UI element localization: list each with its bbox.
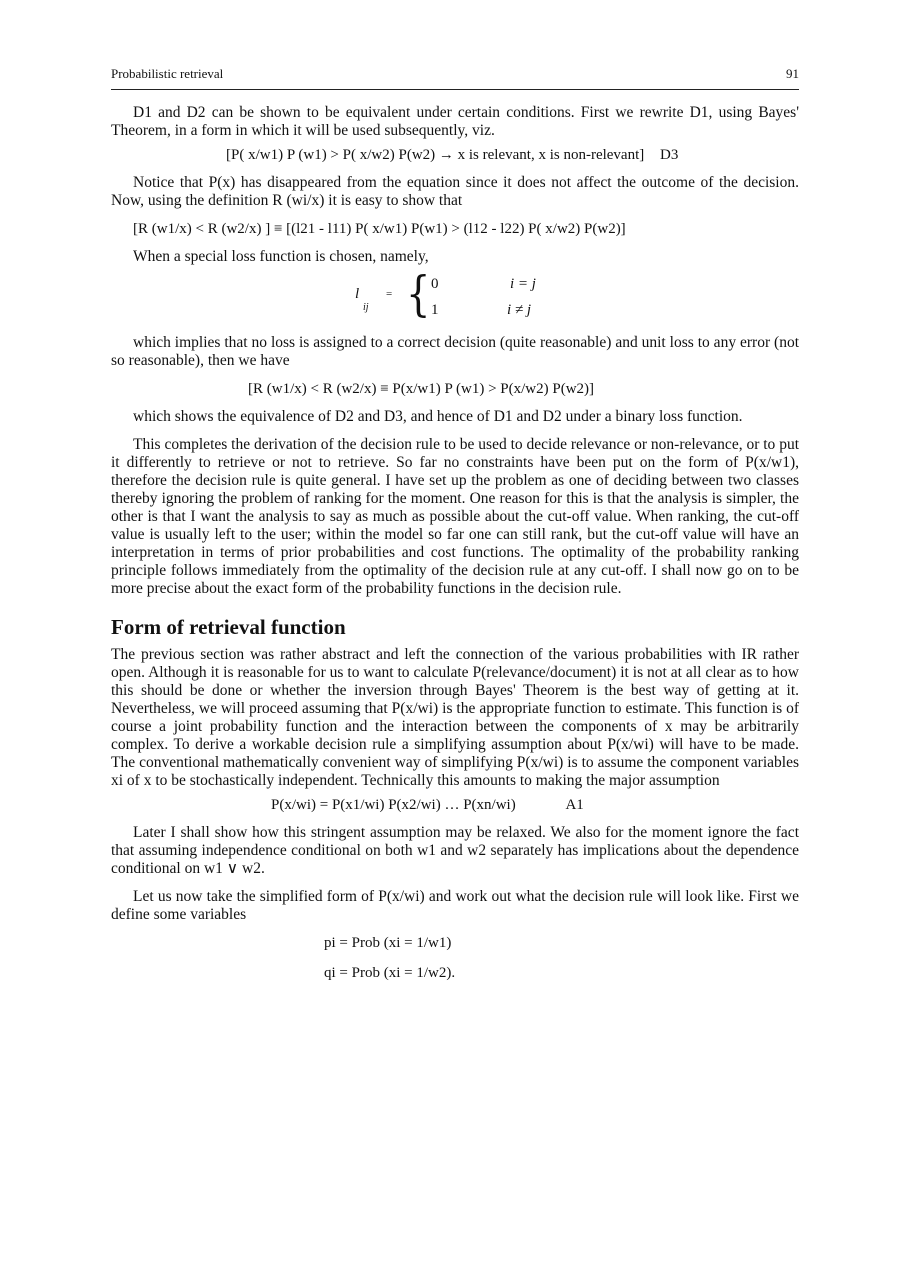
body-text xyxy=(111,104,799,982)
equation-a1-label: A1 xyxy=(565,797,584,813)
loss-symbol: l xyxy=(355,286,360,302)
paragraph-6: This completes the derivation of the decision rule to be used to decide relevance or non-relevance, or to put it differently to retrieve or not to retrieve. So far no constraints have been put on the form of P(x/w1), therefore the decision rule is quite general. I have set up the problem as one of deciding between two classes thereby ignoring the problem of ranking for the moment. One reason for this is that the analysis is simpler, the other is that I want the analysis to say as much as possible about the cut-off value. When ranking, the cut-off value is usually left to the user; within the model so far one can still rank, but the cut-off value will have an interpretation in terms of prior probabilities and cost functions. The optimality of the probability ranking principle follows immediately from the optimality of the decision rule at any cut-off. I shall now go on to be more precise about the exact form of the probability functions in the decision rule. xyxy=(111,436,799,597)
equation-d3-label: D3 xyxy=(660,147,679,163)
equation-a1-body: P(x/wi) = P(x1/wi) P(x2/wi) … P(xn/wi) xyxy=(271,797,516,813)
paragraph-1: D1 and D2 can be shown to be equivalent under certain conditions. First we rewrite D1, using Bayes' Theorem, in a form in which it will be used subsequently, viz. xyxy=(111,104,799,139)
case-1-value: 1 xyxy=(431,302,439,318)
running-title: Probabilistic retrieval xyxy=(111,66,224,81)
paragraph-9: Let us now take the simplified form of P(x/wi) and work out what the decision rule will look like. First we define some variables xyxy=(111,888,799,923)
case-1-condition: i ≠ j xyxy=(507,302,532,318)
page-number: 91 xyxy=(786,66,799,81)
equation-d3-body: [P( x/w1) P (w1) > P( x/w2) P(w2) → x is relevant, x is non-relevant] xyxy=(226,147,645,163)
loss-equals: = xyxy=(386,288,393,300)
equation-q-definition: qi = Prob (xi = 1/w2). xyxy=(324,965,456,981)
left-brace: { xyxy=(406,266,431,322)
equation-binary-loss: [R (w1/x) < R (w2/x) ≡ P(x/w1) P (w1) > P(x/w2) P(w2)] xyxy=(248,381,595,397)
case-0-value: 0 xyxy=(431,276,439,292)
loss-subscript: ij xyxy=(363,302,369,313)
paragraph-4: which implies that no loss is assigned to a correct decision (quite reasonable) and unit loss to any error (not so reasonable), then we have xyxy=(111,334,799,369)
section-heading: Form of retrieval function xyxy=(111,615,346,639)
equation-p-definition: pi = Prob (xi = 1/w1) xyxy=(324,935,452,951)
loss-function-definition xyxy=(111,266,799,324)
equation-a1 xyxy=(111,796,799,814)
paragraph-3: When a special loss function is chosen, namely, xyxy=(133,248,429,265)
paragraph-7: The previous section was rather abstract and left the connection of the various probabilities with IR rather open. Although it is reasonable for us to want to calculate P(relevance/document) it is not at all clear as to how this should be done or whether the inversion through Bayes' Theorem is the best way of getting at it. Nevertheless, we will proceed assuming that P(x/wi) is the appropriate function to estimate. This function is of course a joint probability function and the interaction between the components of x may be arbitrarily complex. To derive a workable decision rule a simplifying assumption about P(x/wi) will have to be made. The conventional mathematically convenient way of simplifying P(x/wi) is to assume the component variables xi of x to be stochastically independent. Technically this amounts to making the major assumption xyxy=(111,646,799,789)
case-0-condition: i = j xyxy=(510,276,536,292)
paragraph-5: which shows the equivalence of D2 and D3, and hence of D1 and D2 under a binary loss function. xyxy=(133,408,743,425)
paragraph-2: Notice that P(x) has disappeared from the equation since it does not affect the outcome of the decision. Now, using the definition R (wi/x) it is easy to show that xyxy=(111,174,799,209)
header-rule xyxy=(111,89,799,90)
equation-d3 xyxy=(111,146,799,164)
running-header xyxy=(111,66,799,84)
paragraph-8: Later I shall show how this stringent assumption may be relaxed. We also for the moment ignore the fact that assuming independence conditional on both w1 and w2 separately has implications about the dependence conditional on w1 ∨ w2. xyxy=(111,824,799,877)
equation-risk: [R (w1/x) < R (w2/x) ] ≡ [(l21 - l11) P( x/w1) P(w1) > (l12 - l22) P( x/w2) P(w2)] xyxy=(133,221,626,237)
